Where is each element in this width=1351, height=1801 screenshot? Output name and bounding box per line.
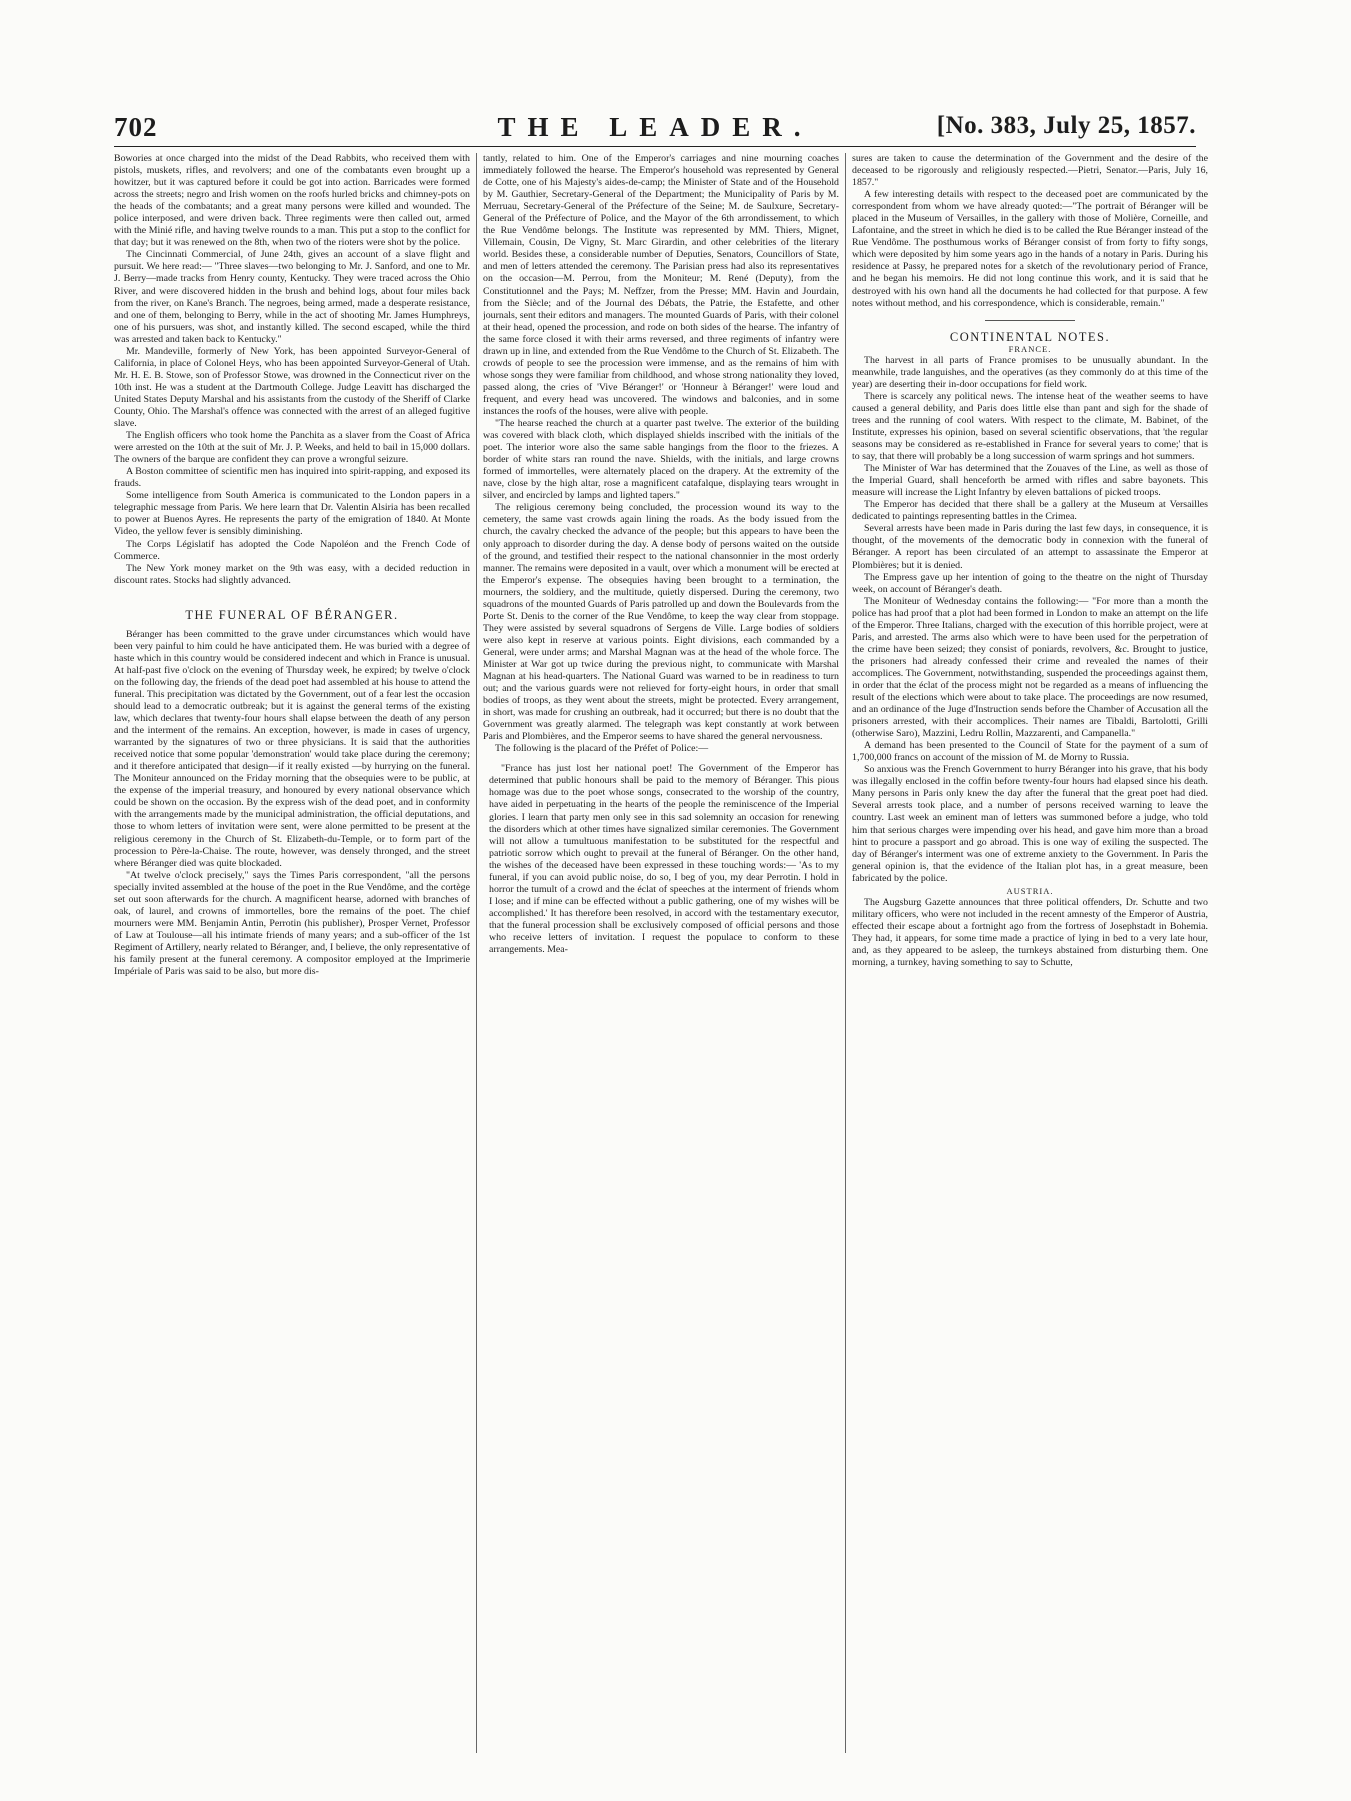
section-heading: CONTINENTAL NOTES. (949, 329, 1111, 344)
column-2 (483, 153, 839, 1758)
paragraph: The Corps Législatif has adopted the Code Napoléon and the French Code of Commerce. (114, 538, 470, 562)
paragraph: The Moniteur of Wednesday contains the following:— "For more than a month the police has had proof that a plot had been formed in London to make an attempt on the life of the Emperor. Three Italians, charged with the execution of this horrible project, were at Paris, and arrested. The arms also which were to have been used for the perpetration of the crime have been seized; they consist of poniards, revolvers, &c. Brought to justice, the prisoners had already confessed their crime and revealed the names of their accomplices. The Government, notwithstanding, suspended the proceedings against them, in order that the éclat of the process might not be regarded as a means of influencing the result of the elections which were about to take place. The proceedings are now resumed, and an ordinance of the Juge d'Instruction sends before the Chamber of Accusation all the prisoners arrested, with their accomplices. Their names are Tibaldi, Bartolotti, Grilli (otherwise Saro), Mazzini, Ledru Rollin, Mazzarenti, and Campanella." (852, 595, 1208, 740)
issue-info: [No. 383, July 25, 1857. (936, 112, 1196, 139)
paragraph: The Emperor has decided that there shall be a gallery at the Museum at Versailles dedicated to paintings representing battles in the Crimea. (852, 499, 1208, 523)
paragraph: The New York money market on the 9th was easy, with a decided reduction in discount rates. Stocks had slightly advanced. (114, 562, 470, 586)
paragraph: The Cincinnati Commercial, of June 24th, gives an account of a slave flight and pursuit. We here read:— "Three slaves—two belonging to Mr. J. Sanford, and one to Mr. J. Berry—made tracks from Henry county, Kentucky. They were traced across the Ohio River, and were discovered hidden in the brush and behind logs, about four miles back from the river, on Kane's Branch. The negroes, being armed, made a desperate resistance, and one of them, belonging to Berry, while in the act of shooting Mr. James Humphreys, one of his pursuers, was shot, and instantly killed. The second escaped, while the third was arrested and taken back to Kentucky." (114, 249, 470, 345)
paragraph: "At twelve o'clock precisely," says the Times Paris correspondent, "all the persons specially invited assembled at the house of the poet in the Rue Vendôme, and the cortège set out soon afterwards for the church. A magnificent hearse, adorned with branches of oak, of laurel, and crowns of immortelles, bore the remains of the poet. The chief mourners were MM. Benjamin Antin, Perrotin (his publisher), Prosper Vernet, Professor of Law at Toulouse—all his intimate friends of many years; and a sub-officer of the 1st Regiment of Artillery, nearly related to Béranger, and, I believe, the only representative of his family present at the funeral ceremony. A compositor employed at the Imprimerie Impériale of Paris was said to be also, but more dis- (114, 869, 470, 978)
page-header (114, 112, 1196, 147)
paragraph: The harvest in all parts of France promises to be unusually abundant. In the meanwhile, trade languishes, and the operatives (as they commonly do at this time of the year) are deserting their in-door occupations for field work. (852, 354, 1208, 390)
subsection-heading-france: FRANCE. (1008, 343, 1052, 354)
paragraph: The Empress gave up her intention of going to the theatre on the night of Thursday week, on account of Béranger's death. (852, 571, 1208, 595)
paragraph: The Minister of War has determined that the Zouaves of the Line, as well as those of the Imperial Guard, shall henceforth be armed with rifles and sabre bayonets. This measure will increase the Light Infantry by eleven battalions of picked troops. (852, 463, 1208, 499)
paragraph: Bowories at once charged into the midst of the Dead Rabbits, who received them with pistols, muskets, rifles, and revolvers; and one of the combatants even brought up a howitzer, but it was captured before it could be got into action. Barricades were formed across the streets; negro and Irish women on the roofs hurled bricks and chimney-pots on the heads of the combatants; and a great many persons were killed and wounded. The police interposed, and were driven back. Three regiments were then called out, armed with the Minié rifle, and having twelve rounds to a man. This put a stop to the conflict for that day; but it was renewed on the 8th, when two of the rioters were shot by the police. (114, 153, 470, 249)
paragraph: There is scarcely any political news. The intense heat of the weather seems to have caused a general debility, and Paris does little else than pant and sigh for the shade of trees and the running of cool waters. With respect to the climate, M. Babinet, of the Institute, expresses his opinion, based on several scientific observations, that 'the regular seasons may be considered as re-established in France for several years to come;' that is to say, that there will probably be a long succession of warm springs and hot summers. (852, 390, 1208, 463)
page-number: 702 (114, 112, 158, 142)
subsection-heading-austria: AUSTRIA. (1006, 885, 1054, 896)
column-1 (114, 153, 470, 1758)
paragraph: So anxious was the French Government to hurry Béranger into his grave, that his body was illegally enclosed in the coffin before twenty-four hours had elapsed since his death. Many persons in Paris only knew the day after the funeral that the great poet had died. Several arrests took place, and a number of persons received warning to leave the country. Last week an eminent man of letters was summoned before a judge, who told him that serious charges were impending over his head, and gave him more than a broad hint to procure a passport and go abroad. This is one way of exiling the suspected. The day of Béranger's interment was one of extreme anxiety to the Government. In Paris the general opinion is, that the evidence of the Italian plot has, in a great measure, been fabricated by the police. (852, 764, 1208, 884)
paragraph: A few interesting details with respect to the deceased poet are communicated by the correspondent from whom we have already quoted:—"The portrait of Béranger will be placed in the Museum of Versailles, in the gallery with those of Molière, Corneille, and Lafontaine, and the street in which he died is to be called the Rue Béranger instead of the Rue Vendôme. The posthumous works of Béranger consist of from forty to fifty songs, which were deposited by him some years ago in the hands of a notary in Paris. During his residence at Passy, he prepared notes for a sketch of the revolutionary period of France, and he began his memoirs. He did not long continue this work, and it is said that he destroyed with his own hand all the documents he had collected for that purpose. A few notes without method, and his correspondence, which is considerable, remain." (852, 189, 1208, 309)
paragraph: "The hearse reached the church at a quarter past twelve. The exterior of the building was covered with black cloth, which displayed shields inscribed with the initials of the poet. The interior wore also the same sable hangings from the floor to the friezes. A border of white stars ran round the nave. Shields, with the initials, and large crowns formed of immortelles, were alternately placed on the drapery. At the extremity of the nave, close by the high altar, rose a magnificent catafalque, displaying tears wrought in silver, and encircled by lamps and lighted tapers." (483, 418, 839, 502)
paragraph: tantly, related to him. One of the Emperor's carriages and nine mourning coaches immediately followed the hearse. The Emperor's household was represented by General de Cotte, one of his Majesty's aides-de-camp; the Minister of State and of the Household by M. Gauthier, Secretary-General of the Department; the Municipality of Paris by M. Merruau, Secretary-General of the Préfecture of the Seine; M. de Saulxure, Secretary-General of the Préfecture of Police, and the Mayor of the 6th arrondissement, to which the Rue Vendôme belongs. The Institute was represented by MM. Thiers, Mignet, Villemain, Cousin, De Vigny, St. Marc Girardin, and other celebrities of the literary world. Besides these, a considerable number of Deputies, Senators, Councillors of State, and men of letters attended the ceremony. The Parisian press had also its representatives on the occasion—M. Perrou, from the Moniteur; M. René (Deputy), from the Constitutionnel and the Pays; M. Neffzer, from the Presse; MM. Havin and Jourdain, from the Siècle; and of the Journal des Débats, the Patrie, the Estafette, and other journals, sent their editors and managers. The mounted Guards of Paris, with their colonel at their head, opened the procession, and rode on both sides of the hearse. The infantry of the same force closed it with their arms reversed, and three regiments of infantry were drawn up in line, and extended from the Rue Vendôme to the Church of St. Elizabeth. The crowds of people to see the procession were immense, and as the remains of him with whose songs they were familiar from childhood, and whose strong nationality they loved, passed along, the cries of 'Vive Béranger!' or 'Honneur à Béranger!' were loud and frequent, and every head was uncovered. The windows and balconies, and in some instances the roofs of the houses, were alive with people. (483, 153, 839, 417)
column-rule-2 (845, 153, 846, 1753)
paragraph: A Boston committee of scientific men has inquired into spirit-rapping, and exposed its frauds. (114, 466, 470, 490)
section-rule (985, 320, 1075, 321)
column-rule-1 (476, 153, 477, 1753)
paragraph: Béranger has been committed to the grave under circumstances which would have been very painful to him could he have anticipated them. He was buried with a degree of haste which in this country would be considered indecent and which in France is unusual. At half-past five o'clock on the evening of Thursday week, he expired; by twelve o'clock on the following day, the friends of the dead poet had assembled at his house to attend the funeral. This precipitation was dictated by the Government, out of a fear lest the occasion should lead to a democratic outbreak; but it is against the general terms of the existing law, which declares that twenty-four hours shall elapse between the death of any person and the interment of the remains. An exception, however, is made in cases of urgency, warranted by the signatures of two or three physicians. It is said that the authorities received notice that some popular 'demonstration' would take place during the ceremony; and it therefore anticipated that design—if it really existed —by hurrying on the funeral. The Moniteur announced on the Friday morning that the obsequies were to be public, at the expense of the imperial treasury, and honoured by every national observance which could be shown on the occasion. By the express wish of the dead poet, and in conformity with the arrangements made by the municipal administration, the official deputations, and those to whom letters of invitation were sent, were alone permitted to be present at the religious ceremony in the Church of St. Elizabeth-du-Temple, or to form part of the procession to Père-la-Chaise. The route, however, was densely thronged, and the street where Béranger died was quite blockaded. (114, 628, 470, 869)
paragraph: A demand has been presented to the Council of State for the payment of a sum of 1,700,000 francs on account of the mission of M. de Morny to Russia. (852, 740, 1208, 764)
paragraph: The Augsburg Gazette announces that three political offenders, Dr. Schutte and two military officers, who were not included in the recent amnesty of the Emperor of Austria, effected their escape about a fortnight ago from the fortress of Josephstadt in Bohemia. They had, it appears, for some time made a practice of lying in bed to a very late hour, and, as they appeared to be asleep, the turnkeys abstained from disturbing them. One morning, a turnkey, having something to say to Schutte, (852, 896, 1208, 969)
paragraph: The religious ceremony being concluded, the procession wound its way to the cemetery, the same vast crowds again lining the roads. As the body issued from the church, the cavalry checked the advance of the people; but this appears to have been the only approach to disorder during the day. A dense body of persons waited on the outside of the ground, and testified their respect to the national chansonnier in the most orderly manner. The remains were deposited in a vault, over which a monument will be erected at the Emperor's expense. The obsequies having been brought to a termination, the mourners, the soldiery, and the multitude, quietly dispersed. During the ceremony, two squadrons of the mounted Guards of Paris patrolled up and down the Boulevards from the Porte St. Denis to the corner of the Rue Vendôme, to keep the way clear from stoppage. They were assisted by several squadrons of Sergens de Ville. Large bodies of soldiers were also kept in reserve at various points. Eight divisions, each commanded by a General, were under arms; and Marshal Magnan was at the head of the whole force. The Minister at War got up twice during the previous night, to communicate with Marshal Magnan at his head-quarters. The National Guard was warned to be in readiness to turn out; and the various guards were not relieved for forty-eight hours, in order that small bodies of troops, as they went about the streets, might be protected. Every arrangement, in short, was made for crushing an outbreak, had it occurred; but there is no doubt that the Government was greatly alarmed. The telegraph was kept constantly at work between Paris and Plombières, and the Emperor seems to have shared the general nervousness. (483, 502, 839, 743)
paragraph: The following is the placard of the Préfet of Police:— (495, 743, 709, 755)
paragraph: Some intelligence from South America is communicated to the London papers in a telegraphic message from Paris. We here learn that Dr. Valentin Alsiria has been recalled to power at Buenos Ayres. He represents the party of the emigration of 1840. At Monte Video, the yellow fever is sensibly diminishing. (114, 490, 470, 538)
article-heading: THE FUNERAL OF BÉRANGER. (185, 607, 399, 622)
paragraph: Mr. Mandeville, formerly of New York, has been appointed Surveyor-General of California, in place of Colonel Heys, who has been appointed Surveyor-General of Utah. Mr. H. E. B. Stowe, son of Professor Stowe, was drowned in the Connecticut river on the 10th inst. He was a student at the Dartmouth College. Judge Leavitt has discharged the United States Deputy Marshal and his assistants from the custody of the Sheriff of Clarke County, Ohio. The Marshal's offence was connected with the arrest of an alleged fugitive slave. (114, 345, 470, 430)
column-3 (852, 153, 1208, 1758)
paragraph: sures are taken to cause the determination of the Government and the desire of the deceased to be rigorously and religiously respected.—Pietri, Senator.—Paris, July 16, 1857." (852, 153, 1208, 189)
paragraph: Several arrests have been made in Paris during the last few days, in consequence, it is thought, of the movements of the democratic body in connexion with the funeral of Béranger. A report has been circulated of an attempt to assassinate the Emperor at Plombières; but it is denied. (852, 523, 1208, 571)
newspaper-title: THE LEADER. (497, 112, 813, 142)
paragraph: The English officers who took home the Panchita as a slaver from the Coast of Africa were arrested on the 10th at the suit of Mr. J. P. Weeks, and held to bail in 15,000 dollars. The owners of the barque are confident they can prove a wrongful seizure. (114, 430, 470, 466)
placard-quote: "France has just lost her national poet! The Government of the Emperor has determined that public honours shall be paid to the memory of Béranger. This pious homage was due to the poet whose songs, consecrated to the worship of the country, have aided in perpetuating in the hearts of the people the reminiscence of the Imperial glories. I learn that party men only see in this sad solemnity an occasion for renewing the disorders which at other times have signalized similar ceremonies. The Government will not allow a tumultuous manifestation to be substituted for the respectful and patriotic sorrow which ought to prevail at the funeral of Béranger. On the other hand, the wishes of the deceased have been expressed in these touching words:— 'As to my funeral, if you can avoid public noise, do so, I beg of you, my dear Perrotin. I hold in horror the tumult of a crowd and the éclat of speeches at the interment of friends whom I lose; and if mine can be effected without a public gathering, one of my wishes will be accomplished.' It has therefore been resolved, in accord with the testamentary executor, that the funeral procession shall be exclusively composed of official persons and those who receive letters of invitation. I request the populace to conform to these arrangements. Mea- (489, 763, 839, 956)
